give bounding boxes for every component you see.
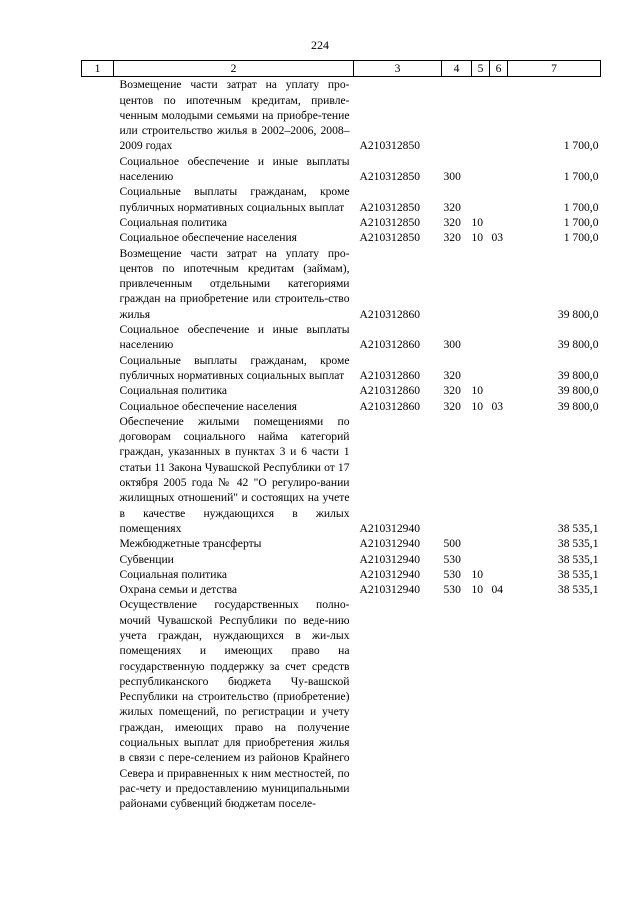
row-subsection: 04: [491, 583, 504, 597]
row-name: Социальная политика: [119, 215, 228, 229]
table-row: [82, 552, 601, 567]
row-name: Социальное обеспечение и иные выплаты населению: [119, 323, 350, 352]
row-section: [472, 77, 490, 154]
row-sum: 1 700,0: [563, 200, 599, 214]
blank-cell: [82, 215, 114, 230]
blank-cell: [82, 246, 114, 322]
row-subsection: [490, 414, 508, 536]
row-subsection: [490, 383, 508, 398]
row-name: Социальное обеспечение и иные выплаты населению: [119, 154, 350, 184]
table-header: [82, 61, 601, 77]
budget-table: [81, 60, 601, 812]
row-name: Социальная политика: [119, 567, 228, 581]
table-row: [82, 246, 601, 322]
row-sum: 1 700,0: [563, 215, 599, 229]
row-section: [472, 322, 490, 353]
row-expense-type: 320: [443, 384, 461, 398]
row-subsection: [490, 246, 508, 322]
row-code: А210312860: [359, 384, 421, 398]
row-name: Социальное обеспечение населения: [119, 399, 298, 413]
row-code: А210312860: [359, 338, 421, 352]
row-sum: 1 700,0: [563, 231, 599, 245]
row-name: Обеспечение жилыми помещениями по договорам социального найма категорий граждан, указанных в пунктах 3 и 6 части 1 статьи 11 Закона Чувашской Республики от 17 октября 2005 года № 42 "О регулиро-вании жилищных отношений" и состоящих на учете в качестве нуждающихся в жилых помещениях: [119, 414, 350, 535]
table-row: [82, 353, 601, 384]
row-name: Социальные выплаты гражданам, кроме публичных нормативных социальных выплат: [119, 185, 350, 214]
blank-cell: [82, 322, 114, 353]
row-name: Межбюджетные трансферты: [119, 537, 262, 551]
row-name: Социальные выплаты гражданам, кроме публичных нормативных социальных выплат: [119, 353, 350, 382]
table-row: [82, 399, 601, 414]
row-section: 10: [471, 567, 484, 581]
row-subsection: [490, 215, 508, 230]
table-row: [82, 322, 601, 353]
blank-cell: [82, 552, 114, 567]
row-section: [472, 246, 490, 322]
row-expense-type: 530: [443, 552, 461, 566]
row-subsection: [490, 353, 508, 384]
row-sum: 39 800,0: [557, 368, 599, 382]
row-section: [472, 597, 490, 811]
blank-cell: [82, 399, 114, 414]
blank-cell: [82, 230, 114, 245]
row-section: [472, 154, 490, 185]
table-row: [82, 383, 601, 398]
row-subsection: [490, 552, 508, 567]
blank-cell: [82, 567, 114, 582]
table-body: [82, 77, 601, 812]
row-subsection: [490, 77, 508, 154]
table-row: [82, 154, 601, 185]
row-sum: 1 700,0: [563, 139, 599, 153]
row-name: Охрана семьи и детства: [119, 583, 238, 597]
blank-cell: [82, 184, 114, 215]
row-expense-type: 300: [443, 170, 461, 184]
row-code: А210312940: [359, 583, 421, 597]
row-section: 10: [471, 384, 484, 398]
row-subsection: [490, 322, 508, 353]
row-code: А210312940: [359, 521, 421, 535]
row-expense-type: 530: [443, 567, 461, 581]
header-col-1: 1: [82, 61, 114, 77]
table-row: [82, 567, 601, 582]
row-expense-type: 530: [443, 583, 461, 597]
header-col-3: 3: [354, 61, 442, 77]
row-code: А210312860: [359, 368, 421, 382]
row-sum: 38 535,1: [557, 567, 599, 581]
table-row: [82, 230, 601, 245]
row-expense-type: 500: [443, 537, 461, 551]
row-expense-type: 320: [443, 399, 461, 413]
row-sum: 39 800,0: [557, 338, 599, 352]
row-expense-type: 320: [443, 368, 461, 382]
row-sum: 38 535,1: [557, 537, 599, 551]
header-col-5: 5: [472, 61, 490, 77]
table-row: [82, 582, 601, 597]
row-section: [472, 536, 490, 551]
row-code: А210312850: [359, 200, 421, 214]
row-code: А210312940: [359, 537, 421, 551]
row-expense-type: [442, 246, 472, 322]
row-section: 10: [471, 583, 484, 597]
row-name: Возмещение части затрат на уплату про-центов по ипотечным кредитам (займам), привлеченным отдельными категориями граждан на приобретение или строитель-ство жилья: [119, 246, 350, 321]
blank-cell: [82, 582, 114, 597]
row-sum: [508, 597, 601, 811]
table-row: [82, 77, 601, 154]
row-section: [472, 414, 490, 536]
blank-cell: [82, 383, 114, 398]
row-code: А210312850: [359, 215, 421, 229]
row-subsection: 03: [491, 231, 504, 245]
row-subsection: 03: [491, 399, 504, 413]
row-expense-type: 320: [443, 200, 461, 214]
row-expense-type: 300: [443, 338, 461, 352]
row-section: [472, 353, 490, 384]
row-sum: 38 535,1: [557, 583, 599, 597]
row-sum: 1 700,0: [563, 170, 599, 184]
row-subsection: [490, 597, 508, 811]
row-code: А210312850: [359, 139, 421, 153]
row-sum: 39 800,0: [557, 399, 599, 413]
blank-cell: [82, 353, 114, 384]
row-section: 10: [471, 399, 484, 413]
row-code: А210312860: [359, 307, 421, 321]
row-section: [472, 552, 490, 567]
header-col-6: 6: [490, 61, 508, 77]
row-subsection: [490, 184, 508, 215]
row-subsection: [490, 567, 508, 582]
row-code: А210312940: [359, 567, 421, 581]
row-sum: 39 800,0: [557, 307, 599, 321]
page-number: 224: [311, 38, 329, 52]
row-sum: 38 535,1: [557, 521, 599, 535]
header-col-4: 4: [442, 61, 472, 77]
blank-cell: [82, 154, 114, 185]
row-code: А210312860: [359, 399, 421, 413]
row-code: А210312940: [359, 552, 421, 566]
blank-cell: [82, 77, 114, 154]
table-row: [82, 414, 601, 536]
row-sum: 39 800,0: [557, 384, 599, 398]
row-name: Возмещение части затрат на уплату про-центов по ипотечным кредитам, привле-ченным молодыми семьями на приобре-тение или строительство жилья в 2002–2006, 2008–2009 годах: [119, 78, 350, 153]
row-name: Социальная политика: [119, 384, 228, 398]
table-row: [82, 536, 601, 551]
row-section: 10: [471, 231, 484, 245]
table-row: [82, 597, 601, 811]
row-section: [472, 184, 490, 215]
row-code: А210312850: [359, 231, 421, 245]
row-code: [354, 597, 442, 811]
row-name: Социальное обеспечение населения: [119, 231, 298, 245]
header-col-7: 7: [508, 61, 601, 77]
table-row: [82, 184, 601, 215]
blank-cell: [82, 414, 114, 536]
row-expense-type: [442, 597, 472, 811]
header-col-2: 2: [114, 61, 354, 77]
row-sum: 38 535,1: [557, 552, 599, 566]
table-row: [82, 215, 601, 230]
blank-cell: [82, 597, 114, 811]
row-expense-type: 320: [443, 231, 461, 245]
row-section: 10: [471, 215, 484, 229]
row-expense-type: 320: [443, 215, 461, 229]
row-expense-type: [442, 77, 472, 154]
row-name: Осуществление государственных полно-мочий Чувашской Республики по веде-нию учета граждан, нуждающихся в жи-лых помещениях и имеющих право на государственную поддержку за счет средств республиканского бюджета Чу-вашской Республики на строительство (приобретение) жилых помещений, по регистрации и учету граждан, имеющих право на получение социальных выплат для приобретения жилья в связи с пере-селением из районов Крайнего Севера и приравненных к ним местностей, по рас-чету и предоставлению муниципальными районами субвенций бюджетам поселе-: [119, 598, 350, 811]
row-expense-type: [442, 414, 472, 536]
header-row: [82, 61, 601, 77]
row-subsection: [490, 536, 508, 551]
row-name: Субвенции: [119, 552, 174, 566]
row-subsection: [490, 154, 508, 185]
blank-cell: [82, 536, 114, 551]
row-code: А210312850: [359, 170, 421, 184]
